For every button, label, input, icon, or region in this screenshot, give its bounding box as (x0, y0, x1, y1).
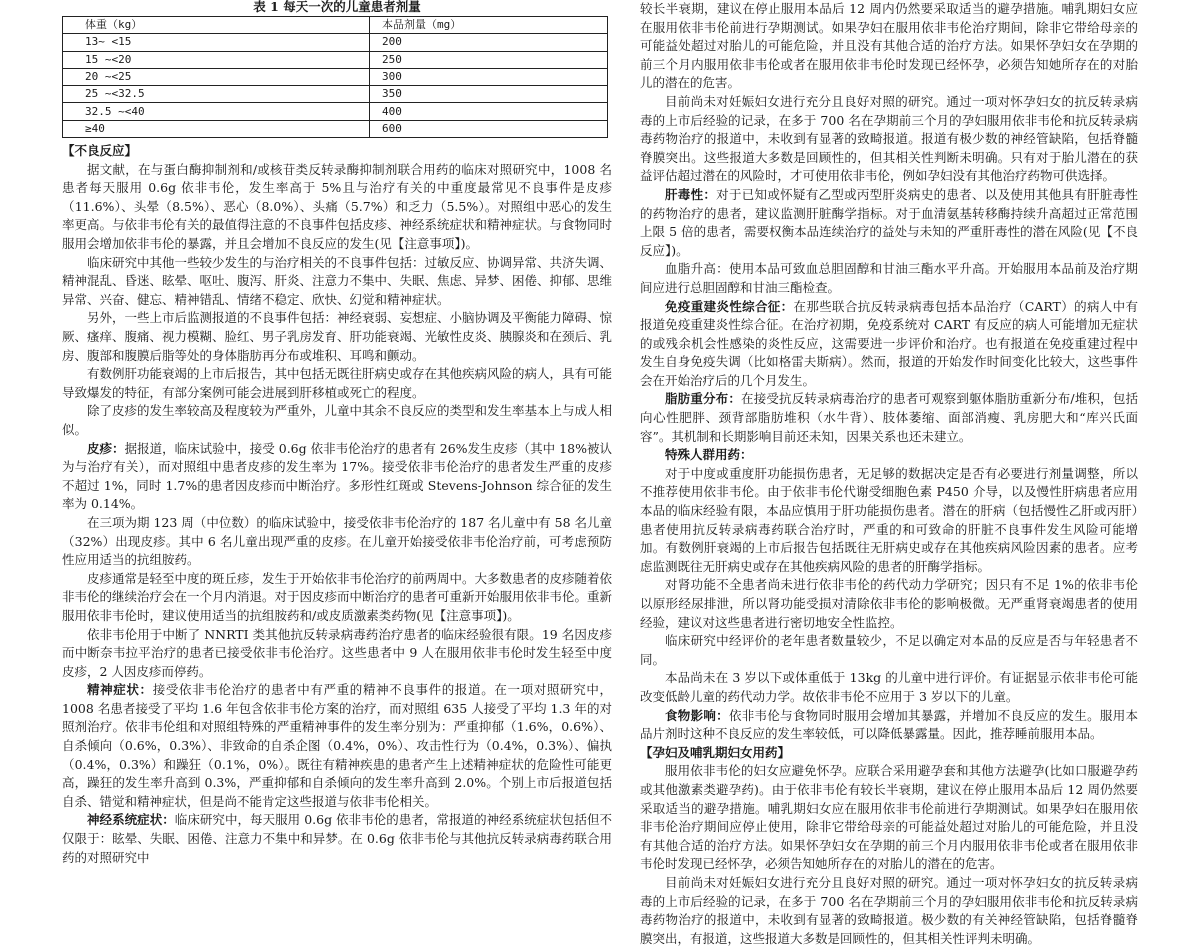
left-body-text (62, 161, 612, 868)
table-row (63, 51, 608, 68)
table-row (63, 86, 608, 103)
paragraph-text: 有数例肝功能衰竭的上市后报告，其中包括无既往肝病史或存在其他疾病风险的病人，具有可能导致爆发的特征，有部分案例可能会进展到肝移植或死亡的程度。 (62, 366, 613, 400)
paragraph-lead: 神经系统症状： (87, 812, 175, 828)
table-cell: ≥40 (63, 120, 370, 137)
paragraph (640, 260, 1138, 297)
paragraph (62, 402, 612, 439)
paragraph-text: 本品尚未在 3 岁以下或体重低于 13kg 的儿童中进行评价。有证据显示依非韦伦可能改变低龄儿童的药代动力学。故依非韦伦不应用于 3 岁以下的儿童。 (640, 670, 1138, 704)
paragraph-text: 血脂升高：使用本品可致血总胆固醇和甘油三酯水平升高。开始服用本品前及治疗期间应进行总胆固醇和甘油三酯检查。 (640, 261, 1138, 295)
paragraph-lead: 免疫重建炎性综合征： (665, 298, 794, 314)
paragraph (62, 811, 612, 867)
paragraph (640, 632, 1138, 669)
table-row (63, 120, 608, 137)
paragraph-text: 目前尚未对妊娠妇女进行充分且良好对照的研究。通过一项对怀孕妇女的抗反转录病毒的上市后经验的记录，在多于 700 名在孕期前三个月的孕妇服用依非韦伦和抗反转录病毒药物治疗的报道中，未收到有显著的致畸报道。报道有极少数的神经管缺陷，包括脊髓脊膜突出。这些报道大多数是回顾性的，但其相关性判断未明确。只有对于胎儿潜在的获益评估超过潜在的风险时，才可使用依非韦伦，例如孕妇没有其他治疗药物可供选择。 (640, 93, 1138, 184)
paragraph-text: 服用依非韦伦的妇女应避免怀孕。应联合采用避孕套和其他方法避孕(比如口服避孕药或其他激素类避孕药)。由于依非韦伦有较长半衰期，建议在停止服用本品后 12 周仍然要采取适当的避孕措施。哺乳期妇女应在服用依非韦伦前进行孕期测试。如果孕妇在服用依非韦伦治疗期间应停止使用，除非它带给母亲的可能益处超过对胎儿的可能危险，并且没有其他合适的治疗方法。如果怀孕妇女在孕期的前三个月内服用依非韦伦或者在服用依非韦伦时发现已经怀孕，必须告知她所存在的对胎儿的潜在的危害。 (640, 763, 1138, 872)
paragraph-text: 据报道，临床试验中，接受 0.6g 依非韦伦治疗的患者有 26%发生皮疹（其中 18%被认为与治疗有关），而对照组中患者皮疹的发生率为 17%。接受依非韦伦治疗的患者发生严重的皮疹不超过 1%，同时 1.7%的患者因皮疹而中断治疗。多形性红斑或 Stevens-Johnson 综合征的发生率为 0.14%。 (62, 440, 612, 512)
table-title: 表 1 每天一次的儿童患者剂量 (253, 0, 421, 14)
table-cell: 25 ~<32.5 (63, 86, 370, 103)
paragraph-text: 接受依非韦伦治疗的患者中有严重的精神不良事件的报道。在一项对照研究中，1008 名患者接受了平均 1.6 年包含依非韦伦方案的治疗，而对照组 635 人接受了平均 1.3 年的对照剂治疗。依非韦伦组和对照组特殊的严重精神事件的发生率分别为：严重抑郁（1.6%，0.6%）、自杀倾向（0.6%，0.3%）、非致命的自杀企图（0.4%，0%）、攻击性行为（0.4%，0.3%）、偏执（0.4%，0.3%）和躁狂（0.1%，0%）。既往有精神疾患的患者产生上述精神症状的危险性可能更高，躁狂的发生率升高到 0.3%，严重抑郁和自杀倾向的发生率升高到 2.0%。个别上市后报道包括自杀、错觉和精神症状，但是尚不能肯定这些报道与依非韦伦相关。 (62, 682, 612, 809)
paragraph (640, 576, 1138, 632)
table-row (63, 103, 608, 120)
paragraph (640, 707, 1138, 744)
table-cell: 600 (370, 120, 608, 137)
paragraph (62, 626, 612, 682)
paragraph (62, 365, 612, 402)
right-body-text-b (640, 465, 1138, 744)
paragraph-text: 较长半衰期，建议在停止服用本品后 12 周内仍然要采取适当的避孕措施。哺乳期妇女应在服用依非韦伦前进行孕期测试。如果孕妇在服用依非韦伦治疗期间，除非它带给母亲的可能益处超过对胎儿的可能危险，并且没有其他合适的治疗方法。如果怀孕妇女在孕期的前三个月内服用依非韦伦或者在服用依非韦伦时发现已经怀孕，必须告知她所存在的对胎儿的潜在的危害。 (640, 1, 1138, 91)
paragraph-lead: 食物影响： (665, 707, 729, 723)
paragraph-text: 除了皮疹的发生率较高及程度较为严重外，儿童中其余不良反应的类型和发生率基本上与成人相似。 (62, 403, 613, 437)
paragraph-text: 对于已知或怀疑有乙型或丙型肝炎病史的患者、以及使用其他具有肝脏毒性的药物治疗的患者，建议监测肝脏酶学指标。对于血清氨基转移酶持续升高超过正常范围上限 5 倍的患者，需要权衡本品连续治疗的益处与未知的严重肝毒性的潜在风险(见【不良反应】)。 (640, 186, 1138, 258)
paragraph-text: 对于中度或重度肝功能损伤患者，无足够的数据决定是否有必要进行剂量调整，所以不推荐使用依非韦伦。由于依非韦伦代谢受细胞色素 P450 介导，以及慢性肝病患者应用本品的临床经验有限，本品应慎用于肝功能损伤患者。潜在的肝病（包括慢性乙肝或丙肝）患者使用抗反转录病毒药联合治疗时，严重的和可致命的肝脏不良事件发生风险可能增加。有数例肝衰竭的上市后报告包括既往无肝病史或存在其他疾病风险因素的患者。应考虑监测既往无肝病史或存在其他疾病风险的患者的肝酶学指标。 (640, 465, 1138, 574)
paragraph-lead: 精神症状： (87, 682, 153, 698)
table-cell: 400 (370, 103, 608, 120)
paragraph (640, 669, 1138, 706)
paragraph (62, 570, 612, 626)
paragraph-text: 在那些联合抗反转录病毒包括本品治疗（CART）的病人中有报道免疫重建炎性综合征。在治疗初期，免疫系统对 CART 有反应的病人可能增加无症状的或残余机会性感染的炎性反应，这需要进一步评价和治疗。也有报道在免疫重建过程中发生自身免疫失调（比如格雷夫斯病）。然而，报道的开始发作时间变化比较大，这些事件会在开始治疗后的几个月发生。 (640, 298, 1138, 388)
table-cell: 300 (370, 68, 608, 85)
table-cell: 32.5 ~<40 (63, 103, 370, 120)
paragraph (62, 309, 612, 365)
paragraph-text: 目前尚未对妊娠妇女进行充分且良好对照的研究。通过一项对怀孕妇女的抗反转录病毒的上市后经验的记录，在多于 700 名在孕期前三个月的孕妇服用依非韦伦和抗反转录病毒药物治疗的报道中，未收到有显著的致畸报道。极少数的有关神经管缺陷，包括脊髓脊膜突出，有报道，这些报道大多数是回顾性的，但其相关性评判未明确。 (640, 874, 1138, 946)
paragraph-lead: 皮疹： (87, 440, 125, 456)
paragraph (640, 390, 1138, 446)
paragraph (640, 186, 1138, 260)
paragraph-lead: 脂肪重分布： (665, 391, 742, 407)
paragraph-text: 依非韦伦用于中断了 NNRTI 类其他抗反转录病毒药治疗患者的临床经验很有限。19 名因皮疹而中断奈韦拉平治疗的患者已接受依非韦伦治疗。这些患者中 9 人在服用依非韦伦时发生轻至中度皮疹，2 人因皮疹而停药。 (62, 626, 612, 679)
paragraph (640, 465, 1138, 577)
left-column (62, 0, 613, 865)
dosage-table (62, 16, 608, 138)
paragraph-text: 据文献，在与蛋白酶抑制剂和/或核苷类反转录酶抑制剂联合用药的临床对照研究中，1008 名患者每天服用 0.6g 依非韦伦，发生率高于 5%且与治疗有关的中重度最常见不良事件是皮疹（11.6%）、头晕（8.5%）、恶心（8.0%）、头痛（5.7%）和乏力（5.5%）。对照组中恶心的发生率更高。与依非韦伦有关的最值得注意的不良事件包括皮疹、神经系统症状和精神症状。与食物同时服用会增加依非韦伦的暴露，并且会增加不良反应的发生(见【注意事项】)。 (62, 161, 613, 252)
paragraph-text: 皮疹通常是轻至中度的斑丘疹，发生于开始依非韦伦治疗的前两周中。大多数患者的皮疹随着依非韦伦的继续治疗会在一个月内消退。对于因皮疹而中断治疗的患者可重新开始服用依非韦伦。重新服用依非韦伦时，建议使用适当的抗组胺药和/或皮质激素类药物(见【注意事项】)。 (62, 570, 613, 623)
table-header-row (63, 17, 608, 34)
paragraph (640, 298, 1138, 391)
section-heading-pregnancy: 【孕妇及哺乳期妇女用药】 (640, 744, 791, 760)
paragraph (62, 254, 612, 310)
right-body-text-c (640, 762, 1138, 948)
paragraph (62, 681, 612, 811)
table-cell: 20 ~<25 (63, 68, 370, 85)
paragraph-text: 在接受抗反转录病毒治疗的患者可观察到躯体脂肪重新分布/堆积，包括向心性肥胖、颈背部脂肪堆积（水牛背）、肢体萎缩、面部消瘦、乳房肥大和“库兴氏面容”。其机制和长期影响目前还未知，因果关系也还未建立。 (640, 391, 1138, 444)
paragraph (640, 762, 1138, 874)
table-cell: 250 (370, 51, 608, 68)
paragraph (62, 161, 612, 254)
paragraph (62, 514, 612, 570)
paragraph (62, 440, 612, 514)
special-population-heading: 特殊人群用药： (665, 447, 753, 463)
right-body-text-a (640, 0, 1138, 446)
paragraph-text: 临床研究中其他一些较少发生的与治疗相关的不良事件包括：过敏反应、协调异常、共济失调、精神混乱、昏迷、眩晕、呕吐、腹泻、肝炎、注意力不集中、失眠、焦虑、异梦、困倦、抑郁、思维异常、兴奋、健忘、精神错乱、情绪不稳定、欣快、幻觉和精神症状。 (62, 254, 613, 307)
paragraph-text: 对肾功能不全患者尚未进行依非韦伦的药代动力学研究；因只有不足 1%的依非韦伦以原形经尿排泄，所以肾功能受损对清除依非韦伦的影响极微。无严重肾衰竭患者的使用经验，建议对这些患者进行密切地安全性监控。 (640, 577, 1138, 630)
paragraph-lead: 肝毒性： (665, 186, 717, 202)
table-cell: 15 ~<20 (63, 51, 370, 68)
paragraph-text: 临床研究中经评价的老年患者数量较少，不足以确定对本品的反应是否与年轻患者不同。 (640, 633, 1138, 667)
paragraph (640, 93, 1138, 186)
paragraph-text: 在三项为期 123 周（中位数）的临床试验中，接受依非韦伦治疗的 187 名儿童中有 58 名儿童（32%）出现皮疹。其中 6 名儿童出现严重的皮疹。在儿童开始接受依非韦伦治疗前，可考虑预防性应用适当的抗组胺药。 (62, 514, 612, 568)
table-cell: 200 (370, 34, 608, 51)
paragraph-text: 临床研究中，每天服用 0.6g 依非韦伦的患者，常报道的神经系统症状包括但不仅限于：眩晕、失眠、困倦、注意力不集中和异梦。在 0.6g 依非韦伦与其他抗反转录病毒药联合用药的对照研究中 (62, 812, 612, 865)
paragraph (640, 0, 1138, 93)
table-row (63, 68, 608, 85)
table-cell: 350 (370, 86, 608, 103)
table-header-dose: 本品剂量（mg） (370, 17, 608, 34)
paragraph-text: 依非韦伦与食物同时服用会增加其暴露，并增加不良反应的发生。服用本品片剂时这种不良反应的发生率较低，可以降低暴露量。因此，推荐睡前服用本品。 (640, 707, 1138, 742)
table-header-weight: 体重（kg） (63, 17, 370, 34)
section-heading-adverse-reactions: 【不良反应】 (62, 143, 138, 159)
paragraph (640, 874, 1138, 948)
table-row (63, 34, 608, 51)
right-column (640, 0, 1138, 946)
table-cell: 13~ <15 (63, 34, 370, 51)
paragraph-text: 另外，一些上市后监测报道的不良事件包括：神经衰弱、妄想症、小脑协调及平衡能力障碍、惊厥、瘙痒、腹痛、视力模糊、脸红、男子乳房发育、肝功能衰竭、光敏性皮炎、胰腺炎和在颈后、乳房、腹部和腹膜后脂等处的身体脂肪再分布或堆积、耳鸣和颤动。 (62, 310, 613, 363)
